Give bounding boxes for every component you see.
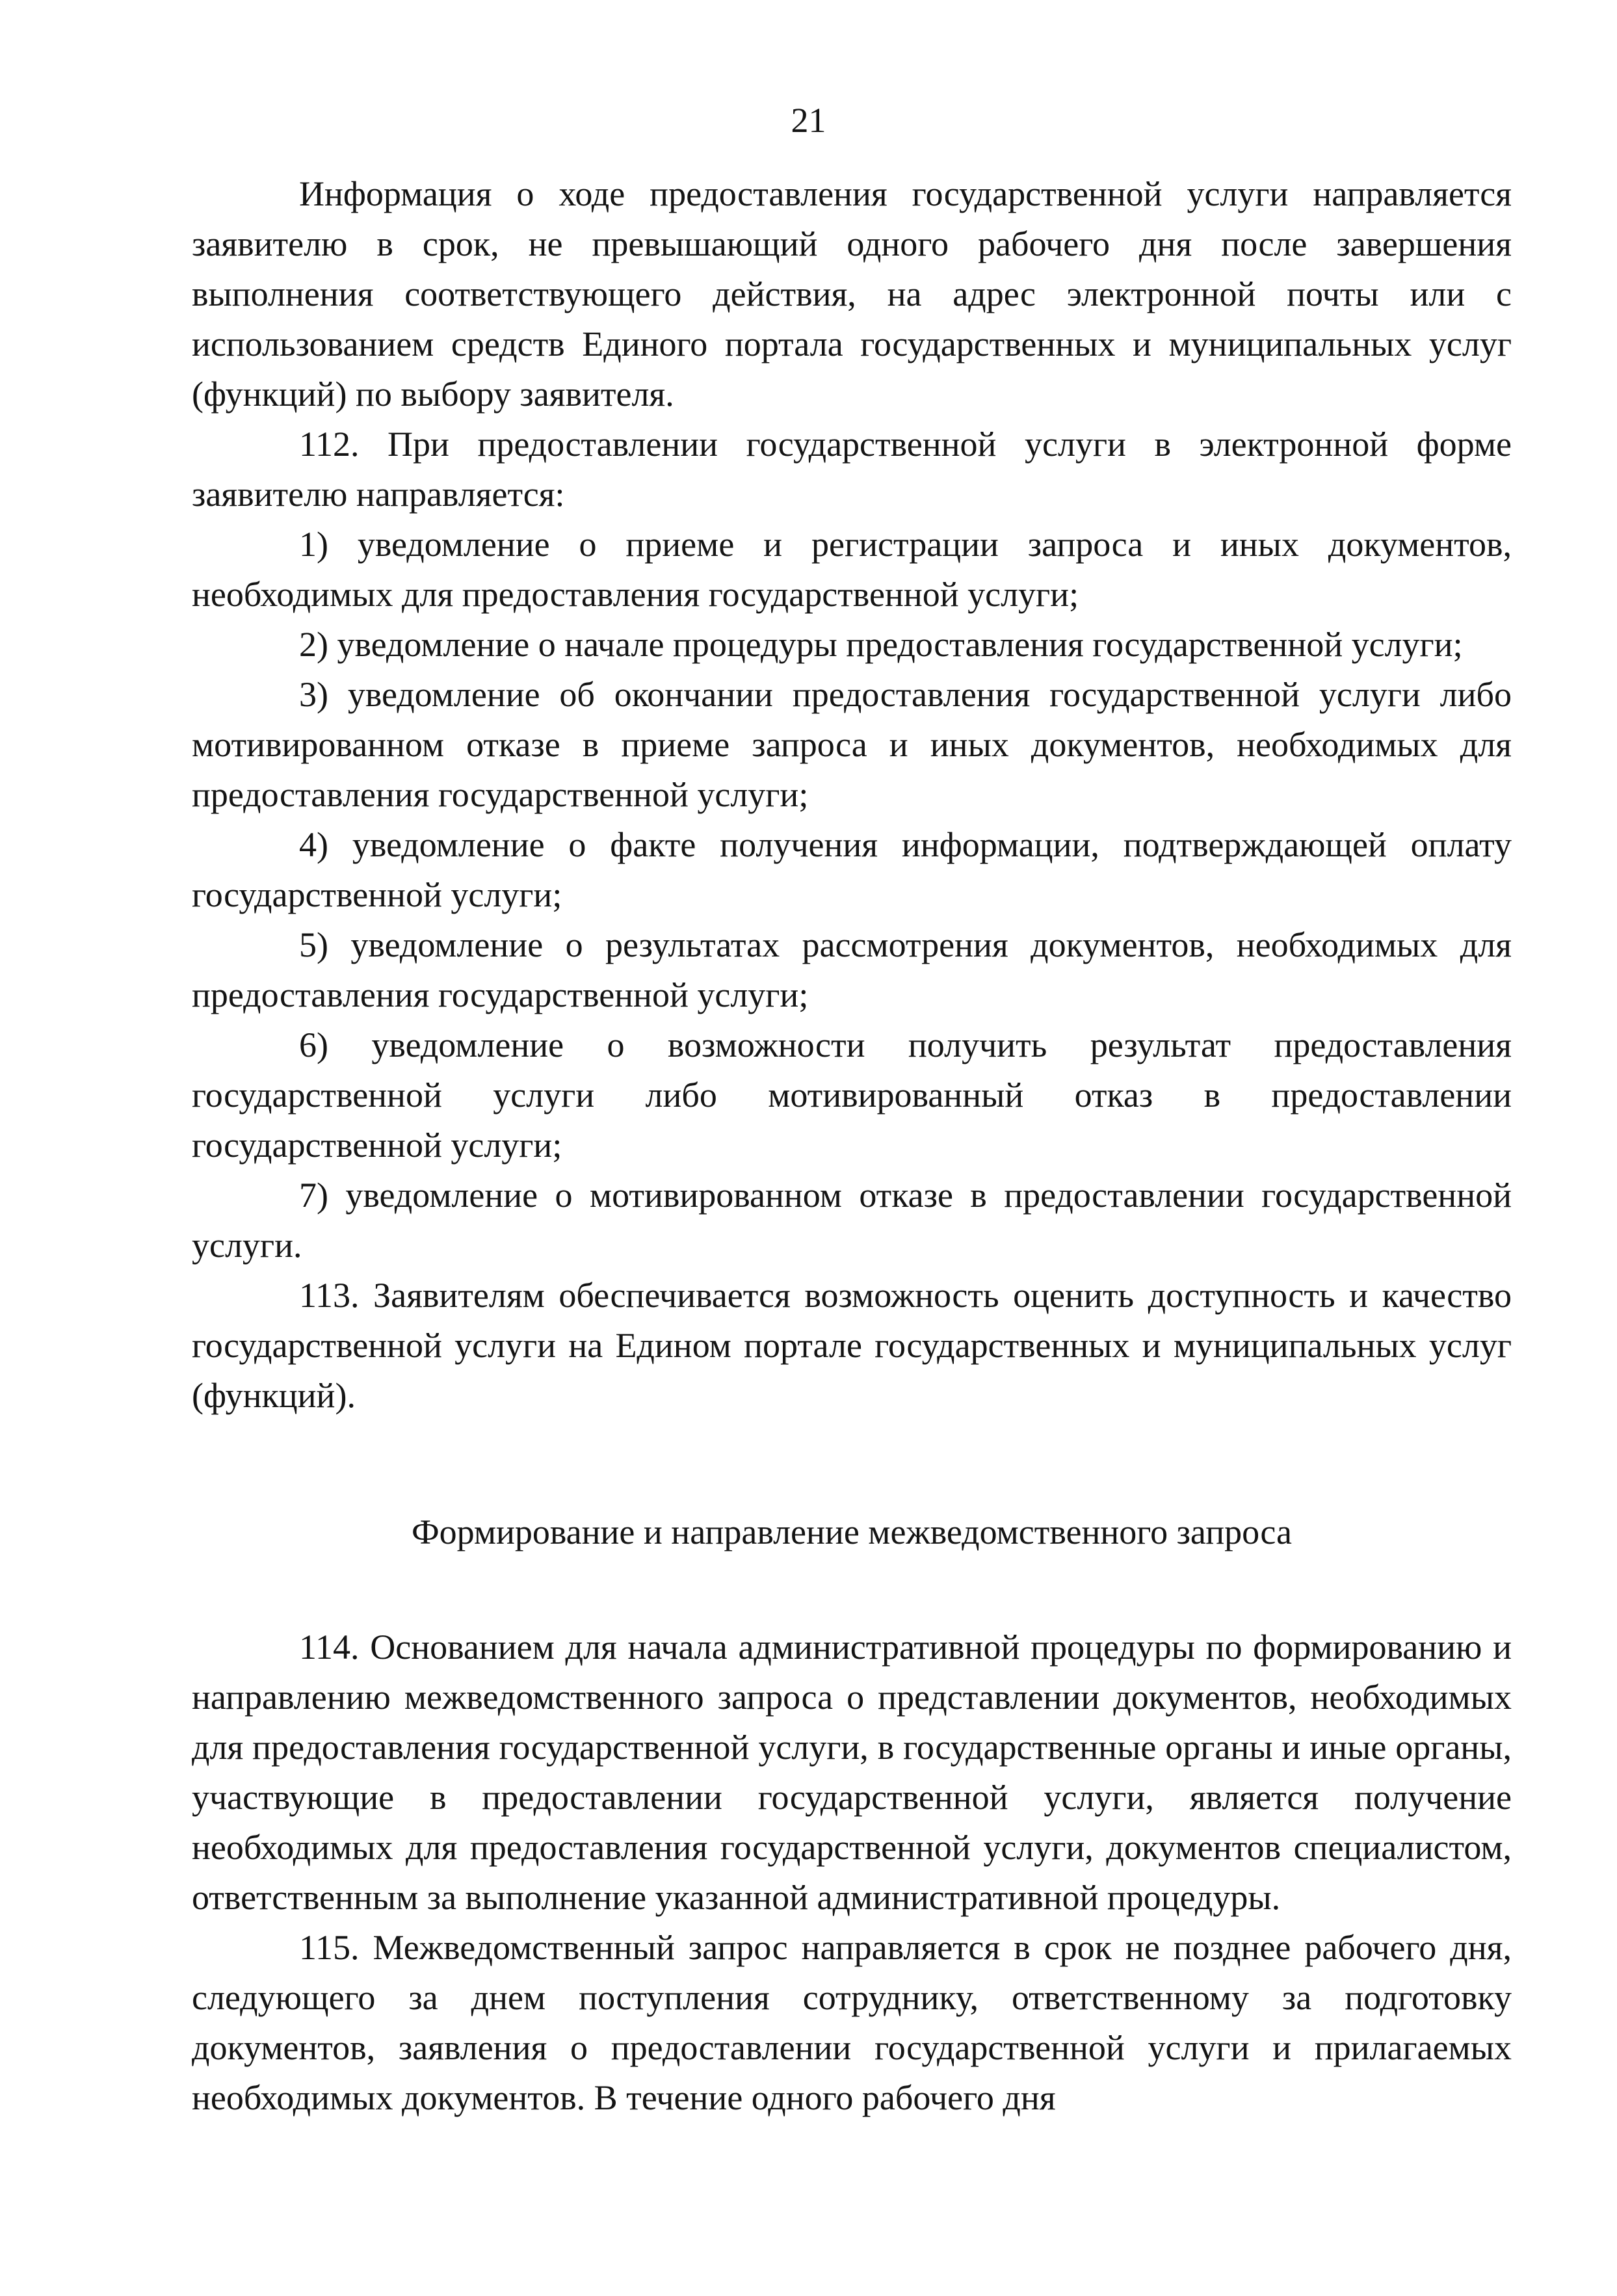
- list-item-1: 1) уведомление о приеме и регистрации запроса и иных документов, необходимых для предоставления государственной услуги;: [192, 525, 1512, 614]
- list-item-2: 2) уведомление о начале процедуры предоставления государственной услуги;: [299, 625, 1463, 664]
- paragraph-notification-info: Информация о ходе предоставления государственной услуги направляется заявителю в срок, не превышающий одного рабочего дня после завершения выполнения соответствующего действия, на адрес электронной почты или с использованием средств Единого портала государственных и муниципальных услуг (функций) по выбору заявителя.: [192, 174, 1512, 414]
- page-number: 21: [791, 101, 826, 140]
- list-item-7: 7) уведомление о мотивированном отказе в предоставлении государственной услуги.: [192, 1176, 1512, 1265]
- document-body-section-1: [192, 169, 1512, 1421]
- list-item-6: 6) уведомление о возможности получить результат предоставления государственной услуги либо мотивированный отказ в предоставлении государственной услуги;: [192, 1025, 1512, 1165]
- list-item-3: 3) уведомление об окончании предоставления государственной услуги либо мотивированном отказе в приеме запроса и иных документов, необходимых для предоставления государственной услуги;: [192, 675, 1512, 814]
- list-item-4: 4) уведомление о факте получения информации, подтверждающей оплату государственной услуги;: [192, 825, 1512, 914]
- list-item-5: 5) уведомление о результатах рассмотрения документов, необходимых для предоставления государственной услуги;: [192, 925, 1512, 1014]
- paragraph-112: 112. При предоставлении государственной услуги в электронной форме заявителю направляется:: [192, 425, 1512, 514]
- paragraph-115: 115. Межведомственный запрос направляется в срок не позднее рабочего дня, следующего за днем поступления сотруднику, ответственному за подготовку документов, заявления о предоставлении государственной услуги и прилагаемых необходимых документов. В течение одного рабочего дня: [192, 1928, 1512, 2117]
- paragraph-113: 113. Заявителям обеспечивается возможность оценить доступность и качество государственной услуги на Едином портале государственных и муниципальных услуг (функций).: [192, 1276, 1512, 1415]
- section-heading: Формирование и направление межведомственного запроса: [411, 1512, 1293, 1551]
- paragraph-114: 114. Основанием для начала административной процедуры по формированию и направлению межведомственного запроса о представлении документов, необходимых для предоставления государственной услуги, в государственные органы и иные органы, участвующие в предоставлении государственной услуги, является получение необходимых для предоставления государственной услуги, документов специалистом, ответственным за выполнение указанной административной процедуры.: [192, 1628, 1512, 1917]
- document-body-section-2: [192, 1622, 1512, 2123]
